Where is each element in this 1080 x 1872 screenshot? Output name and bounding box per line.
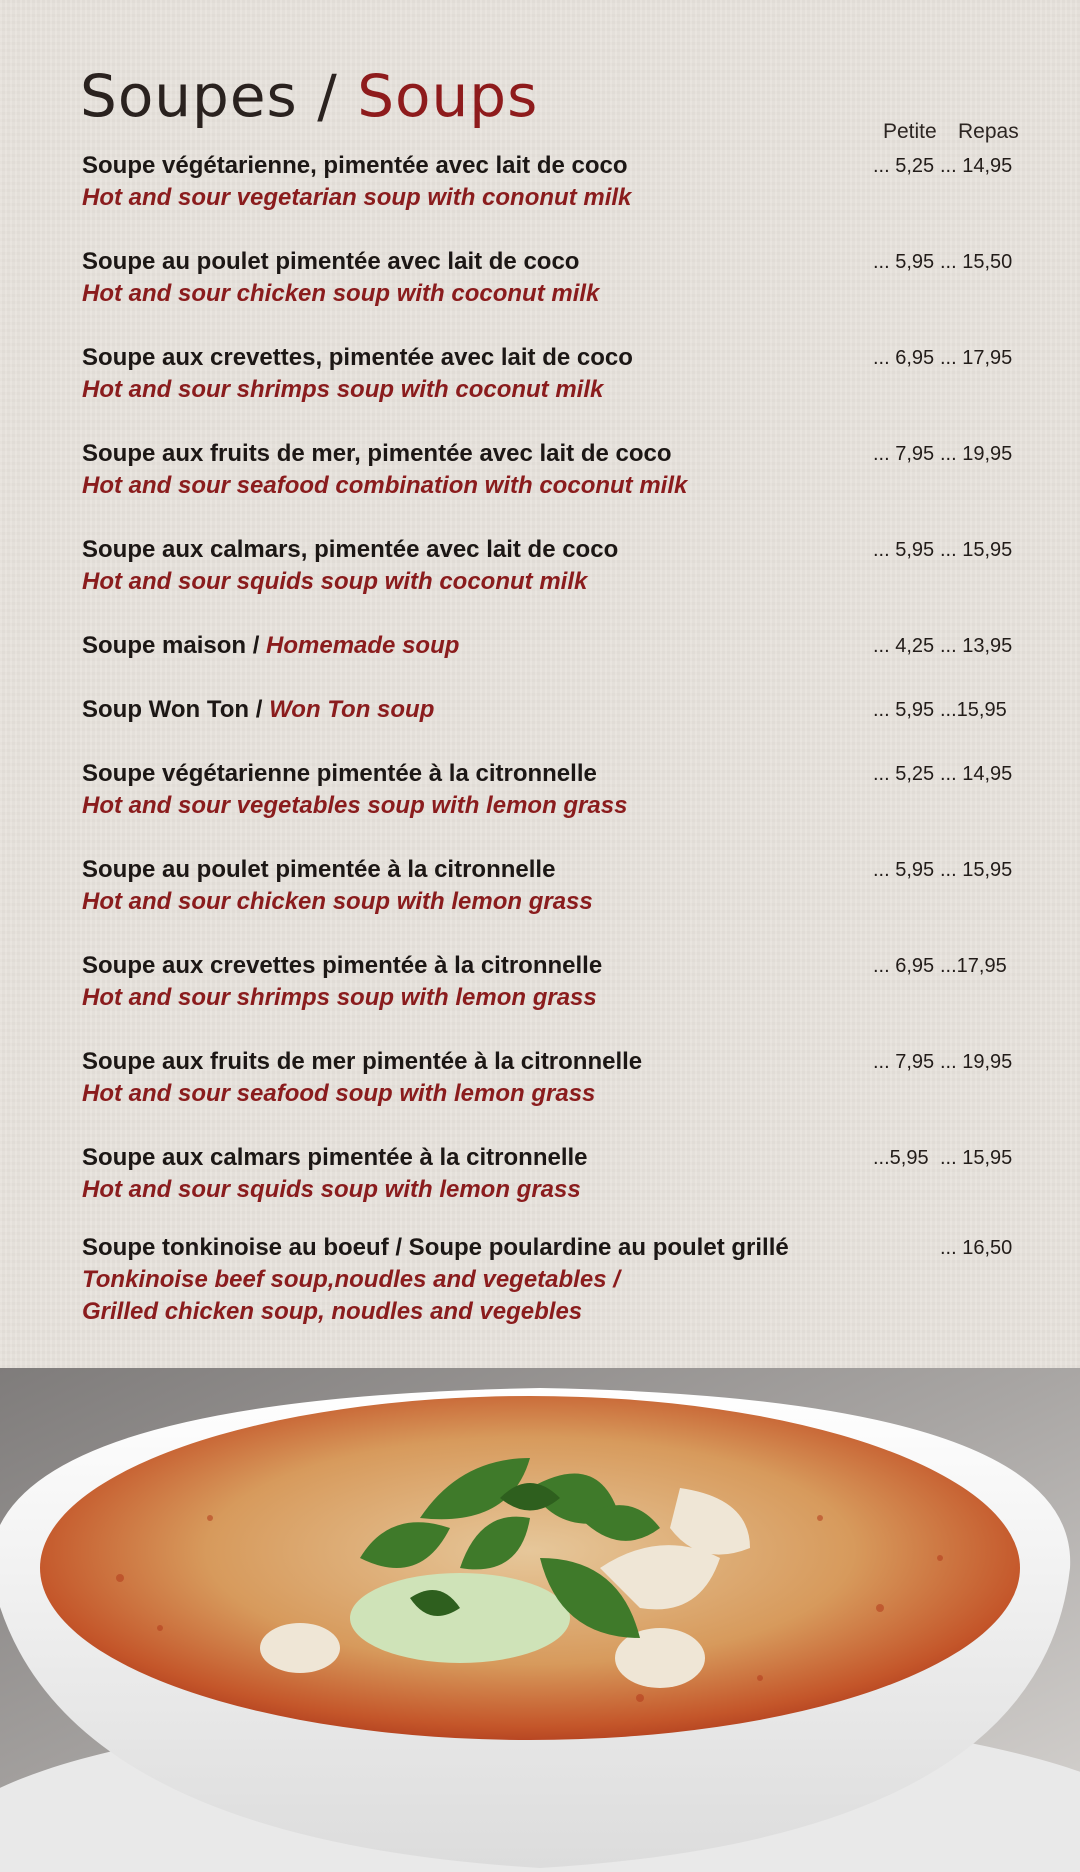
price-petite: ... 5,25	[873, 155, 935, 177]
item-name-en: Hot and sour shrimps soup with coconut milk	[82, 376, 604, 403]
price-petite: ... 6,95	[873, 347, 935, 369]
item-name-en: Hot and sour seafood combination with coconut milk	[82, 472, 688, 499]
menu-item	[82, 1142, 1072, 1206]
item-name-en: Tonkinoise beef soup,noudles and vegetables /	[82, 1266, 620, 1293]
price-repas: ... 17,95	[940, 347, 1013, 369]
menu-item	[82, 694, 1072, 726]
menu-item	[82, 150, 1072, 214]
price-petite: ... 6,95	[873, 955, 935, 977]
menu-item	[82, 1232, 1072, 1328]
price-repas: ... 19,95	[940, 1051, 1013, 1073]
item-name-en: Hot and sour vegetarian soup with cononut milk	[82, 184, 632, 211]
price-repas: ... 15,50	[940, 251, 1013, 273]
price-repas: ... 16,50	[940, 1237, 1013, 1259]
menu-item	[82, 438, 1072, 502]
price-petite: ... 7,95	[873, 1051, 935, 1073]
menu-item	[82, 758, 1072, 822]
price-repas: ... 15,95	[940, 859, 1013, 881]
item-name-fr: Soupe aux fruits de mer, pimentée avec lait de coco	[82, 440, 672, 467]
item-name-fr: Soup Won Ton /	[82, 696, 270, 723]
price-petite: ... 5,25	[873, 763, 935, 785]
item-name-fr: Soupe maison /	[82, 632, 267, 659]
item-name-en: Won Ton soup	[269, 696, 435, 723]
item-name-en: Hot and sour chicken soup with lemon grass	[82, 888, 593, 915]
item-name-en-line2: Grilled chicken soup, noudles and vegebles	[82, 1298, 583, 1325]
menu-item	[82, 630, 1072, 662]
item-name-fr: Soupe aux fruits de mer pimentée à la citronnelle	[82, 1048, 643, 1075]
price-repas: ... 13,95	[940, 635, 1013, 657]
item-name-en: Hot and sour chicken soup with coconut milk	[82, 280, 600, 307]
menu-item	[82, 854, 1072, 918]
item-name-en: Hot and sour squids soup with lemon grass	[82, 1176, 581, 1203]
price-repas: ...17,95	[940, 955, 1007, 977]
price-petite: ...5,95	[873, 1147, 929, 1169]
price-repas: ... 15,95	[940, 539, 1013, 561]
item-name-fr: Soupe tonkinoise au boeuf / Soupe poulardine au poulet grillé	[82, 1234, 789, 1261]
price-petite: ... 5,95	[873, 699, 935, 721]
item-name-fr: Soupe aux calmars pimentée à la citronnelle	[82, 1144, 588, 1171]
soup-photo	[0, 1368, 1080, 1872]
column-header-repas: Repas	[958, 120, 1019, 143]
soup-bowl-illustration	[0, 1368, 1080, 1872]
price-repas: ...15,95	[940, 699, 1007, 721]
menu-item	[82, 950, 1072, 1014]
menu-item	[82, 342, 1072, 406]
price-repas: ... 14,95	[940, 763, 1013, 785]
page-title	[80, 62, 538, 130]
price-repas: ... 14,95	[940, 155, 1013, 177]
price-petite: ... 4,25	[873, 635, 935, 657]
item-name-fr: Soupe végétarienne, pimentée avec lait de coco	[82, 152, 628, 179]
menu-item	[82, 246, 1072, 310]
item-name-fr: Soupe aux calmars, pimentée avec lait de coco	[82, 536, 619, 563]
item-name-en: Hot and sour vegetables soup with lemon grass	[82, 792, 628, 819]
item-name-en: Hot and sour shrimps soup with lemon grass	[82, 984, 597, 1011]
title-fr: Soupes /	[80, 62, 338, 130]
item-name-en: Homemade soup	[266, 632, 460, 659]
price-petite: ... 7,95	[873, 443, 935, 465]
item-name-fr: Soupe végétarienne pimentée à la citronnelle	[82, 760, 597, 787]
price-repas: ... 19,95	[940, 443, 1013, 465]
price-petite: ... 5,95	[873, 251, 935, 273]
item-name-fr: Soupe aux crevettes pimentée à la citronnelle	[82, 952, 603, 979]
item-name-fr: Soupe au poulet pimentée à la citronnelle	[82, 856, 556, 883]
item-name-fr: Soupe aux crevettes, pimentée avec lait de coco	[82, 344, 633, 371]
price-repas: ... 15,95	[940, 1147, 1013, 1169]
price-petite: ... 5,95	[873, 859, 935, 881]
item-name-fr: Soupe au poulet pimentée avec lait de coco	[82, 248, 580, 275]
column-header-petite: Petite	[883, 120, 937, 143]
item-name-en: Hot and sour seafood soup with lemon grass	[82, 1080, 596, 1107]
item-name-en: Hot and sour squids soup with coconut milk	[82, 568, 588, 595]
menu-item	[82, 534, 1072, 598]
menu-item	[82, 1046, 1072, 1110]
price-petite: ... 5,95	[873, 539, 935, 561]
title-en: Soups	[357, 62, 539, 130]
